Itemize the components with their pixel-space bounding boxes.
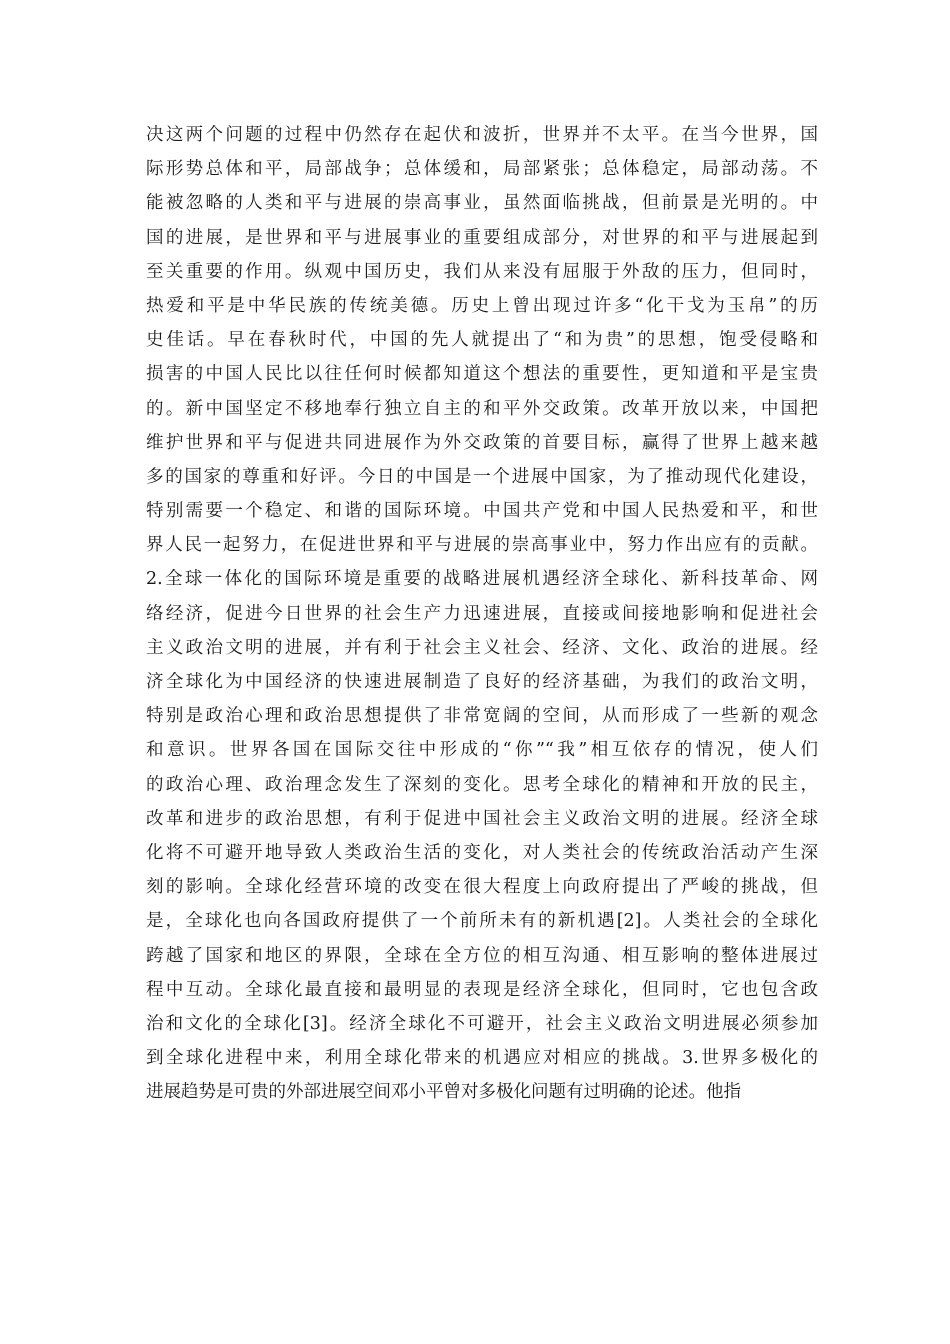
text-line: 跨越了国家和地区的界限，全球在全方位的相互沟通、相互影响的整体进展过	[146, 945, 818, 966]
text-line: 程中互动。全球化最直接和最明显的表现是经济全球化，但同时，它也包含政	[146, 979, 818, 1000]
text-line: 决这两个问题的过程中仍然存在起伏和波折，世界并不太平。在当今世界，国	[146, 125, 818, 145]
text-line: 特别需要一个稳定、和谐的国际环境。中国共产党和中国人民热爱和平，和世	[146, 501, 818, 522]
text-line: 至关重要的作用。纵观中国历史，我们从来没有屈服于外敌的压力，但同时，	[146, 261, 818, 282]
text-line: 界人民一起努力，在促进世界和平与进展的崇高事业中，努力作出应有的贡献。	[146, 535, 818, 556]
text-line: 到全球化进程中来，利用全球化带来的机遇应对相应的挑战。3.世界多极化的	[146, 1048, 818, 1069]
text-line: 史佳话。早在春秋时代，中国的先人就提出了“和为贵”的思想，饱受侵略和	[146, 330, 818, 351]
text-line: 主义政治文明的进展，并有利于社会主义社会、经济、文化、政治的进展。经	[146, 637, 818, 658]
text-line: 热爱和平是中华民族的传统美德。历史上曾出现过许多“化干戈为玉帛”的历	[146, 295, 818, 316]
text-line: 损害的中国人民比以往任何时候都知道这个想法的重要性，更知道和平是宝贵	[146, 364, 818, 385]
text-line: 改革和进步的政治思想，有利于促进中国社会主义政治文明的进展。经济全球	[146, 808, 818, 829]
text-line: 国的进展，是世界和平与进展事业的重要组成部分，对世界的和平与进展起到	[146, 227, 818, 248]
text-line: 能被忽略的人类和平与进展的崇高事业，虽然面临挑战，但前景是光明的。中	[146, 193, 818, 214]
text-line: 络经济，促进今日世界的社会生产力迅速进展，直接或间接地影响和促进社会	[146, 603, 818, 624]
text-line: 化将不可避开地导致人类政治生活的变化，对人类社会的传统政治活动产生深	[146, 842, 818, 863]
text-line: 是，全球化也向各国政府提供了一个前所未有的新机遇[2]。人类社会的全球化	[146, 911, 818, 932]
text-line: 治和文化的全球化[3]。经济全球化不可避开，社会主义政治文明进展必须参加	[146, 1013, 818, 1034]
text-line: 维护世界和平与促进共同进展作为外交政策的首要目标，赢得了世界上越来越	[146, 432, 818, 453]
text-line: 的。新中国坚定不移地奉行独立自主的和平外交政策。改革开放以来，中国把	[146, 398, 818, 419]
text-line: 2.全球一体化的国际环境是重要的战略进展机遇经济全球化、新科技革命、网	[146, 569, 818, 590]
text-line: 特别是政治心理和政治思想提供了非常宽阔的空间，从而形成了一些新的观念	[146, 706, 818, 727]
text-line: 进展趋势是可贵的外部进展空间邓小平曾对多极化问题有过明确的论述。他指	[146, 1082, 741, 1103]
text-line: 多的国家的尊重和好评。今日的中国是一个进展中国家，为了推动现代化建设，	[146, 466, 818, 487]
text-line: 济全球化为中国经济的快速进展制造了良好的经济基础，为我们的政治文明，	[146, 672, 818, 692]
text-line: 的政治心理、政治理念发生了深刻的变化。思考全球化的精神和开放的民主，	[146, 774, 818, 795]
text-line: 际形势总体和平，局部战争；总体缓和，局部紧张；总体稳定，局部动荡。不	[146, 159, 818, 180]
text-line: 和意识。世界各国在国际交往中形成的“你”“我”相互依存的情况，使人们	[146, 740, 818, 761]
body-text	[146, 118, 818, 1109]
text-line: 刻的影响。全球化经营环境的改变在很大程度上向政府提出了严峻的挑战，但	[146, 877, 818, 898]
